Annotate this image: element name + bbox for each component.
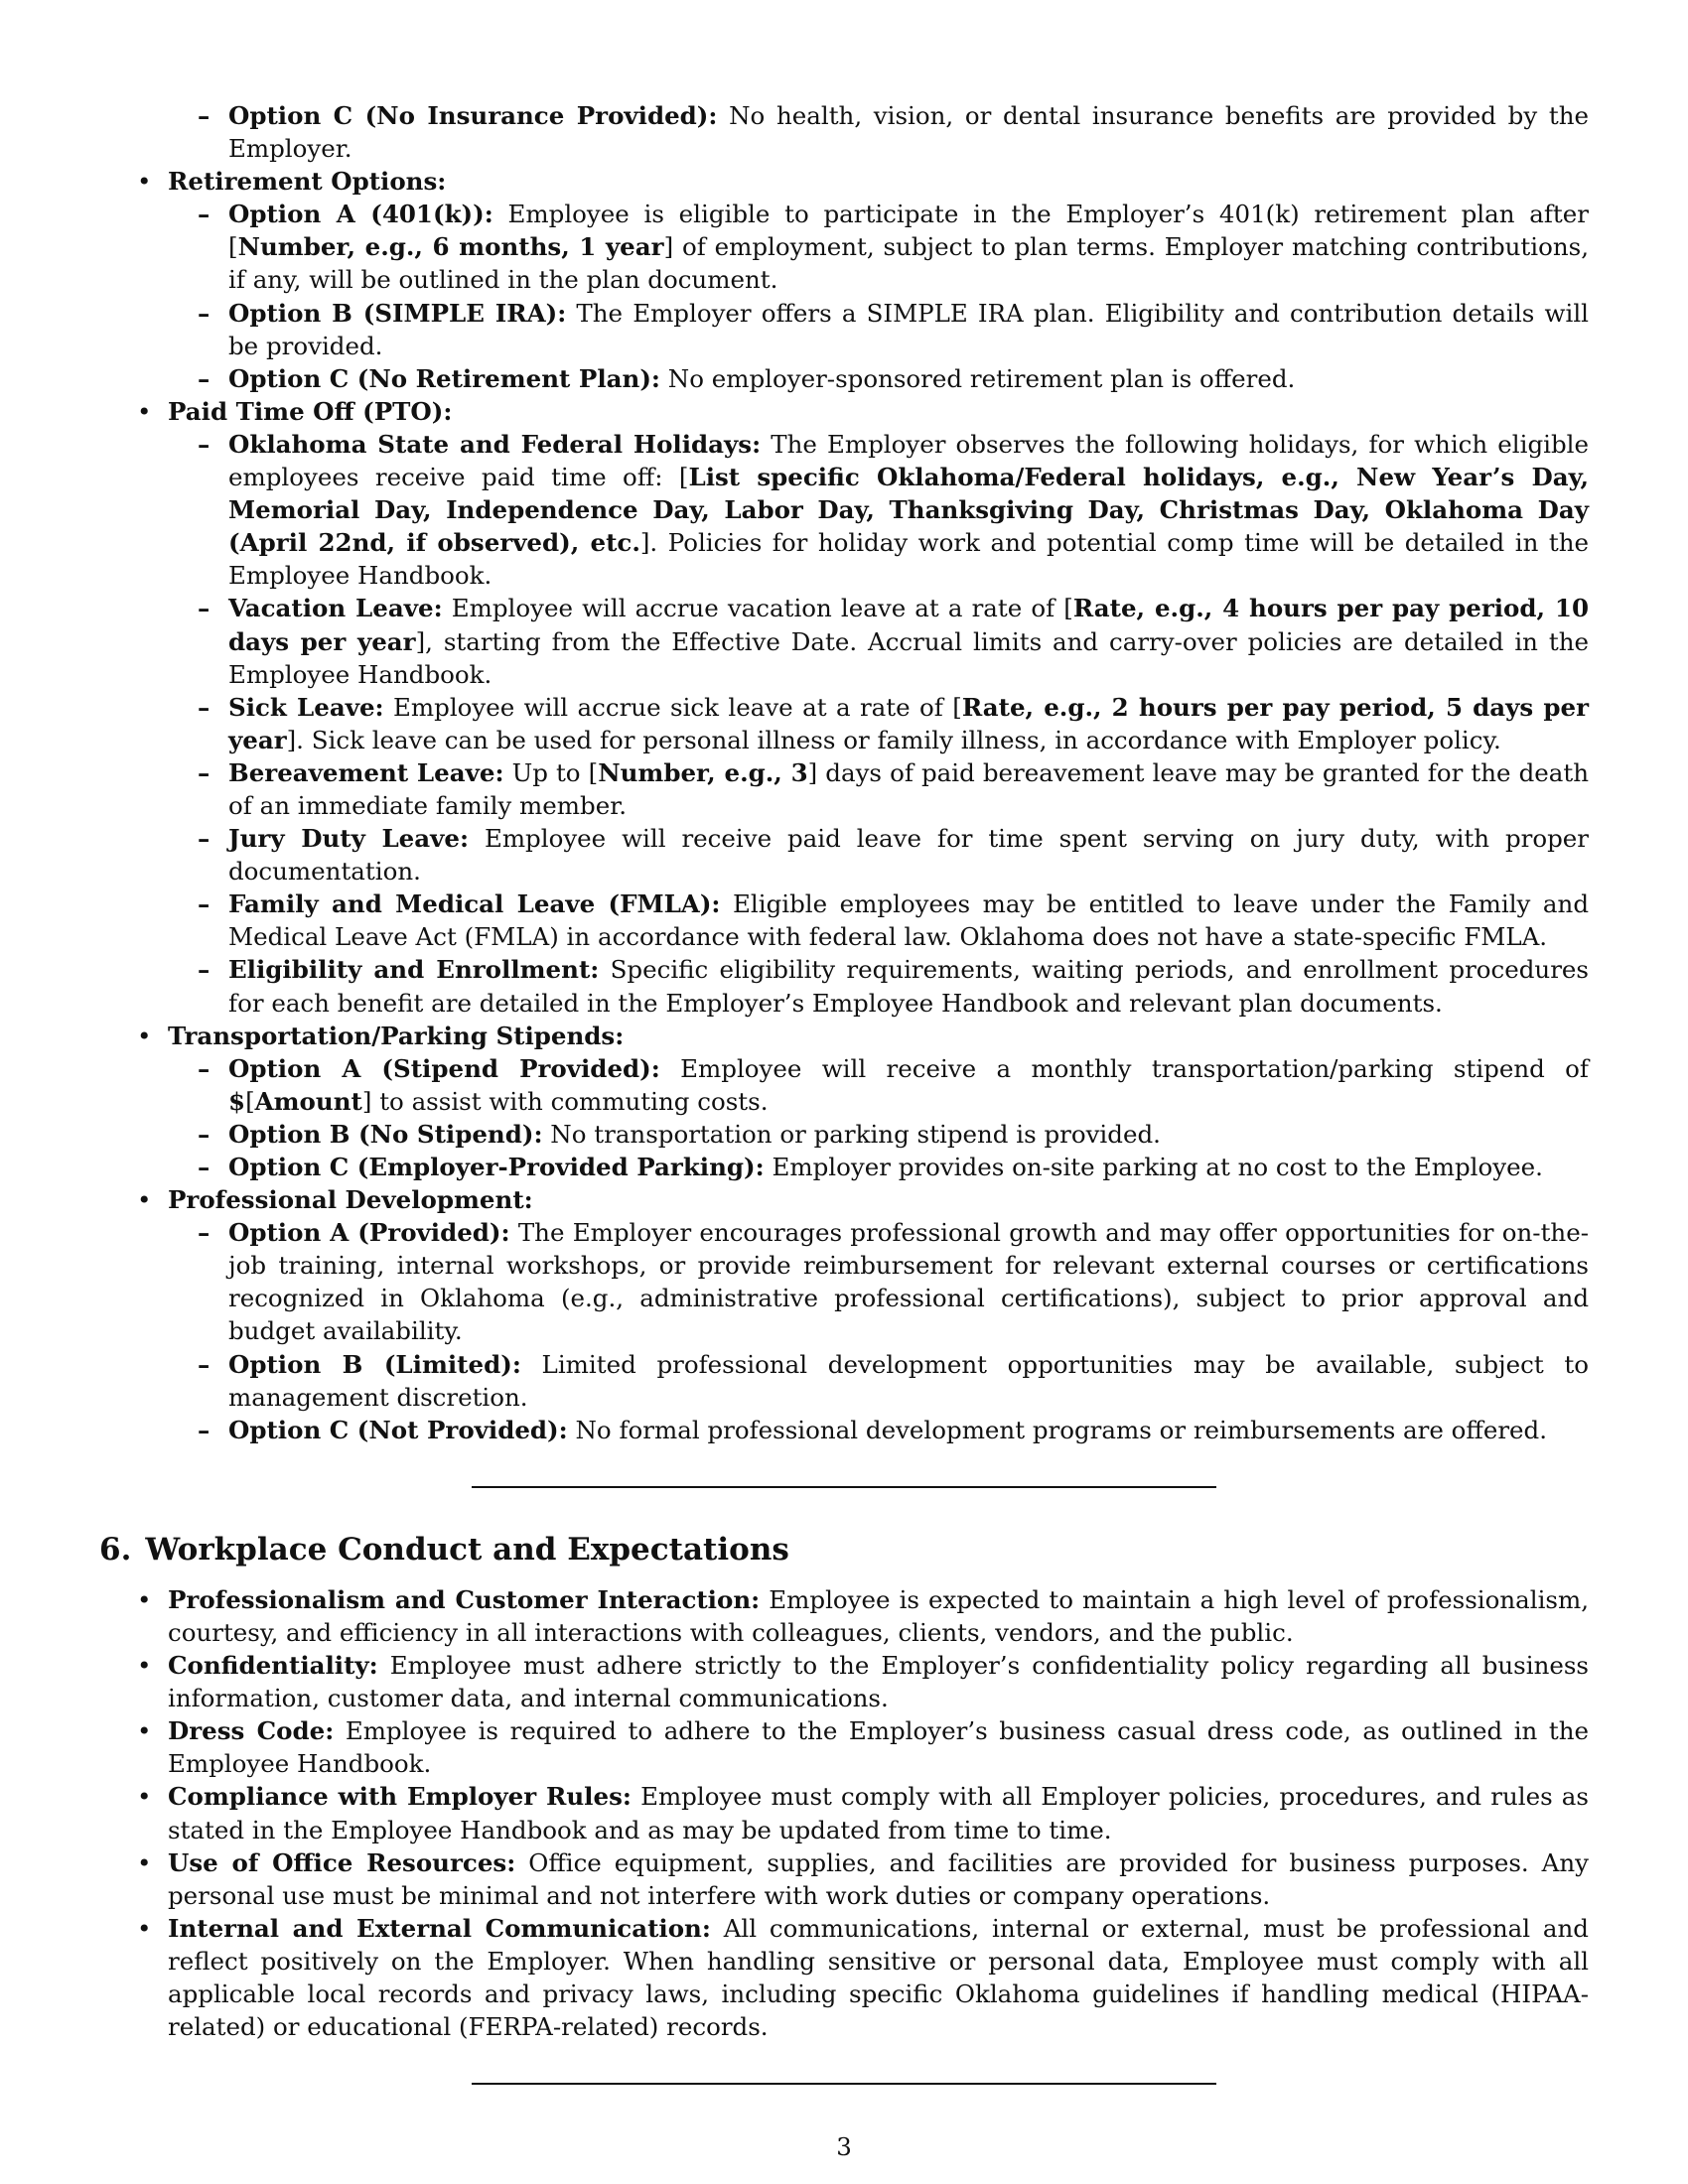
item-text: Specific eligibility requirements, waiting periods, and enrollment procedures for each benefit are detailed in the Employer’s Employee Handbook and relevant plan documents.	[228, 955, 1589, 1018]
item-label: Option A (Stipend Provided):	[228, 1053, 660, 1083]
item-text: Limited professional development opportunities may be available, subject to management discretion.	[228, 1349, 1589, 1412]
item-text: Up to [	[503, 757, 599, 787]
option-text: No health, vision, or dental insurance benefits are provided by the Employer.	[228, 101, 1589, 164]
item-text: Rate, e.g., 2 hours per pay period, 5 days per year	[228, 692, 1589, 754]
list-item	[168, 1348, 1589, 1414]
item-label: Confidentiality:	[168, 1651, 378, 1681]
item-text: Employee is eligible to participate in the Employer’s 401(k) retirement plan after [	[228, 200, 1589, 262]
item-label: Use of Office Resources:	[168, 1847, 516, 1877]
item-text: Employee will receive a monthly transportation/parking stipend of	[659, 1053, 1589, 1083]
section-heading	[99, 1530, 1589, 1570]
list-item	[168, 691, 1589, 756]
list-item	[99, 1846, 1589, 1912]
retirement-label: Retirement Options:	[168, 167, 447, 197]
item-text: ]. Sick leave can be used for personal illness or family illness, in accordance with Employer policy.	[286, 725, 1501, 754]
list-item	[99, 1649, 1589, 1714]
item-label: Oklahoma State and Federal Holidays:	[228, 429, 762, 459]
list-item	[168, 887, 1589, 953]
paid-time-off	[99, 395, 1589, 1020]
item-label: Bereavement Leave:	[228, 757, 504, 787]
item-text: Amount	[254, 1086, 362, 1116]
horizontal-rule	[472, 2083, 1216, 2085]
item-text: Office equipment, supplies, and facilities are provided for business purposes. Any personal use must be minimal and not interfere with work duties or company operations.	[168, 1847, 1589, 1910]
list-item	[168, 822, 1589, 887]
item-text: Number, e.g., 6 months, 1 year	[237, 232, 664, 262]
option-label: Option C (No Insurance Provided):	[228, 101, 718, 130]
list-item	[168, 1414, 1589, 1446]
retirement-options	[99, 165, 1589, 395]
item-text: The Employer encourages professional growth and may offer opportunities for on-the-job training, internal workshops, or provide reimbursement for relevant external courses or certifications recognized in Oklahoma (e.g., administrative professional certifications), subject to prior approval and budget availability.	[228, 1218, 1589, 1346]
profdev-sublist	[168, 1216, 1589, 1446]
list-item	[168, 362, 1589, 395]
page-number: 3	[836, 2132, 852, 2161]
list-item	[99, 1780, 1589, 1845]
transport-label: Transportation/Parking Stipends:	[168, 1021, 625, 1050]
item-label: Sick Leave:	[228, 692, 384, 722]
list-item	[168, 198, 1589, 296]
insurance-option-c-item	[168, 99, 1589, 165]
item-label: Vacation Leave:	[228, 594, 443, 623]
list-item	[99, 1583, 1589, 1649]
list-item	[168, 1151, 1589, 1183]
item-text: Employee must comply with all Employer policies, procedures, and rules as stated in the Employee Handbook and as may be updated from time to time.	[168, 1782, 1589, 1844]
transport-sublist	[168, 1052, 1589, 1183]
item-text: ]. Policies for holiday work and potential comp time will be detailed in the Employee Handbook.	[228, 528, 1589, 591]
item-label: Compliance with Employer Rules:	[168, 1782, 632, 1812]
item-label: Option C (Employer-Provided Parking):	[228, 1153, 765, 1181]
benefits-list	[99, 165, 1589, 1446]
horizontal-rule	[472, 1486, 1216, 1488]
list-item	[168, 953, 1589, 1019]
list-item	[168, 1118, 1589, 1151]
item-text: No transportation or parking stipend is provided.	[542, 1119, 1161, 1149]
list-item	[168, 592, 1589, 690]
item-text: No employer-sponsored retirement plan is offered.	[659, 363, 1296, 393]
item-text: Employer provides on-site parking at no cost to the Employee.	[764, 1153, 1543, 1181]
page-content	[99, 99, 1589, 2085]
item-label: Professionalism and Customer Interaction:	[168, 1584, 761, 1614]
conduct-list	[99, 1583, 1589, 2043]
transportation-stipends	[99, 1020, 1589, 1183]
list-item	[168, 1052, 1589, 1118]
list-item	[168, 756, 1589, 822]
item-text: ] of employment, subject to plan terms. Employer matching contributions, if any, will be outlined in the plan document.	[228, 232, 1589, 295]
item-text: The Employer observes the following holidays, for which eligible employees receive paid time off: [	[228, 429, 1589, 492]
item-text: The Employer offers a SIMPLE IRA plan. Eligibility and contribution details will be provided.	[228, 298, 1590, 360]
item-text: ], starting from the Effective Date. Accrual limits and carry-over policies are detailed in the Employee Handbook.	[228, 626, 1589, 689]
professional-development	[99, 1183, 1589, 1446]
item-text: Employee is expected to maintain a high level of professionalism, courtesy, and efficiency in all interactions with colleagues, clients, vendors, and the public.	[168, 1584, 1590, 1647]
list-item	[99, 1714, 1589, 1780]
item-text: Rate, e.g., 4 hours per pay period, 10 days per year	[228, 594, 1589, 656]
list-item	[99, 1912, 1589, 2043]
item-text: ] to assist with commuting costs.	[361, 1086, 769, 1116]
item-label: Family and Medical Leave (FMLA):	[228, 889, 721, 919]
item-text: No formal professional development programs or reimbursements are offered.	[567, 1415, 1548, 1444]
item-text: Employee is required to adhere to the Employer’s business casual dress code, as outlined in the Employee Handbook.	[168, 1716, 1590, 1779]
item-label: Option B (SIMPLE IRA):	[228, 298, 567, 328]
item-label: Jury Duty Leave:	[228, 824, 470, 854]
item-label: Option C (Not Provided):	[228, 1415, 568, 1444]
item-label: Option B (No Stipend):	[228, 1119, 543, 1149]
list-item	[168, 1216, 1589, 1347]
item-label: Option B (Limited):	[228, 1349, 521, 1379]
item-text: Number, e.g., 3	[598, 757, 808, 787]
item-label: Internal and External Communication:	[168, 1913, 711, 1943]
pto-label: Paid Time Off (PTO):	[168, 396, 453, 426]
retirement-sublist	[168, 198, 1589, 395]
item-label: Option A (Provided):	[228, 1218, 510, 1248]
item-text: All communications, internal or external, must be professional and reflect positively on the Employer. When handling sensitive or personal data, Employee must comply with all applicable local records and privacy laws, including specific Oklahoma guidelines if handling medical (HIPAA-related) or educational (FERPA-related) records.	[168, 1913, 1589, 2042]
item-text: $	[228, 1086, 246, 1116]
item-text: [	[245, 1086, 255, 1116]
item-text: Employee will accrue vacation leave at a rate of [	[442, 594, 1073, 623]
insurance-continued-list	[168, 99, 1589, 165]
pto-sublist	[168, 428, 1589, 1020]
profdev-label: Professional Development:	[168, 1185, 533, 1215]
item-text: List specific Oklahoma/Federal holidays, e.g., New Year’s Day, Memorial Day, Independence Day, Labor Day, Thanksgiving Day, Christmas Day, Oklahoma Day (April 22nd, if observed), etc.	[228, 463, 1590, 558]
section-title: Workplace Conduct and Expectations	[145, 1531, 789, 1568]
item-label: Option A (401(k)):	[228, 200, 493, 229]
item-text: Eligible employees may be entitled to leave under the Family and Medical Leave Act (FMLA) in accordance with federal law. Oklahoma does not have a state-specific FMLA.	[228, 889, 1590, 952]
item-text: Employee must adhere strictly to the Employer’s confidentiality policy regarding all business information, customer data, and internal communications.	[168, 1651, 1589, 1713]
item-text: ] days of paid bereavement leave may be granted for the death of an immediate family member.	[228, 757, 1589, 820]
item-text: Employee will receive paid leave for time spent serving on jury duty, with proper documentation.	[228, 824, 1589, 887]
item-label: Dress Code:	[168, 1716, 335, 1746]
item-label: Eligibility and Enrollment:	[228, 955, 600, 985]
section-number: 6.	[99, 1531, 132, 1568]
list-item	[168, 297, 1589, 362]
item-text: Employee will accrue sick leave at a rate of [	[383, 692, 962, 722]
item-label: Option C (No Retirement Plan):	[228, 363, 660, 393]
list-item	[168, 428, 1589, 592]
